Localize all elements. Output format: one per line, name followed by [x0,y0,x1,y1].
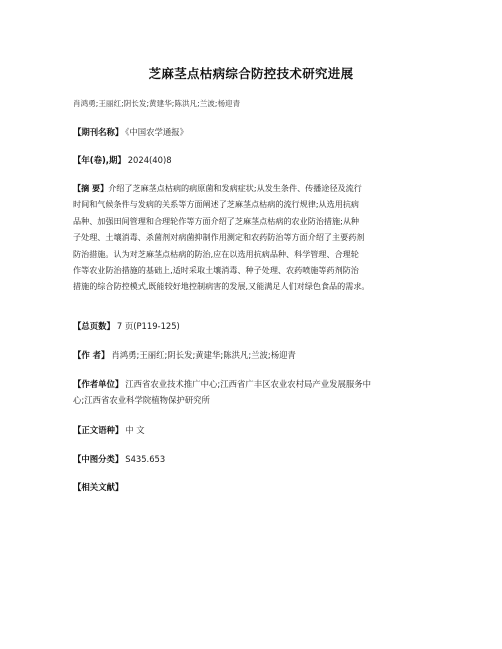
abstract-line [73,180,441,196]
affiliation-label: 【作者单位】 [73,379,124,389]
language-label: 【正文语种】 [73,425,124,435]
year-volume-label: 【年(卷),期】 [73,155,126,165]
journal-label: 【期刊名称】 [73,127,124,137]
year-volume-field [73,152,441,168]
journal-value: 《中国农学通报》 [125,127,189,137]
authors-label: 【作 者】 [73,350,110,360]
abstract-text: 介绍了芝麻茎点枯病的病原菌和发病症状;从发生条件、传播途径及流行 [108,183,362,193]
abstract-line: 子处理、土壤消毒、杀菌剂对病菌抑制作用测定和农药防治等方面介绍了主要药剂 [73,232,365,243]
affiliation-line [73,376,441,392]
related-label: 【相关文献】 [73,482,124,492]
pages-field [73,318,441,334]
classification-label: 【中图分类】 [73,454,124,464]
abstract-line: 作等农业防治措施的基础上,适时采取土壤消毒、种子处理、农药喷施等药剂防治 [73,265,359,276]
affiliation-field [73,376,441,408]
year-volume-value: 2024(40)8 [127,155,172,165]
related-field [73,479,441,495]
abstract-label: 【摘 要】 [73,183,109,193]
abstract-line: 品种、加强田间管理和合理轮作等方面介绍了芝麻茎点枯病的农业防治措施;从种 [73,215,360,226]
pages-value: 7 页(P119-125) [116,321,180,331]
abstract-line: 防治措施。认为对芝麻茎点枯病的防治,应在以选用抗病品种、科学管理、合理轮 [73,248,359,259]
language-value: 中 文 [125,425,145,435]
affiliation-value: 江西省农业技术推广中心;江西省广丰区农业农村局产业发展服务中 [125,379,371,389]
journal-field [73,124,441,140]
authors-value: 肖鸿勇;王丽红;阴长发;黄建华;陈洪凡;兰波;杨迎青 [111,350,296,360]
abstract-line: 时间和气候条件与发病的关系等方面阐述了芝麻茎点枯病的流行规律;从选用抗病 [73,199,360,210]
classification-field [73,451,441,467]
document-title: 芝麻茎点枯病综合防控技术研究进展 [148,66,354,81]
pages-label: 【总页数】 [73,321,115,331]
affiliation-line: 心;江西省农业科学院植物保护研究所 [73,395,210,405]
classification-value: S435.653 [125,454,166,464]
abstract-line: 措施的综合防控模式,既能较好地控制病害的发展,又能满足人们对绿色食品的需求。 [73,281,370,292]
abstract-field [73,180,441,295]
authors-line: 肖鸿勇;王丽红;阴长发;黄建华;陈洪凡;兰波;杨迎青 [73,99,241,108]
language-field [73,422,441,438]
authors-field [73,347,441,363]
